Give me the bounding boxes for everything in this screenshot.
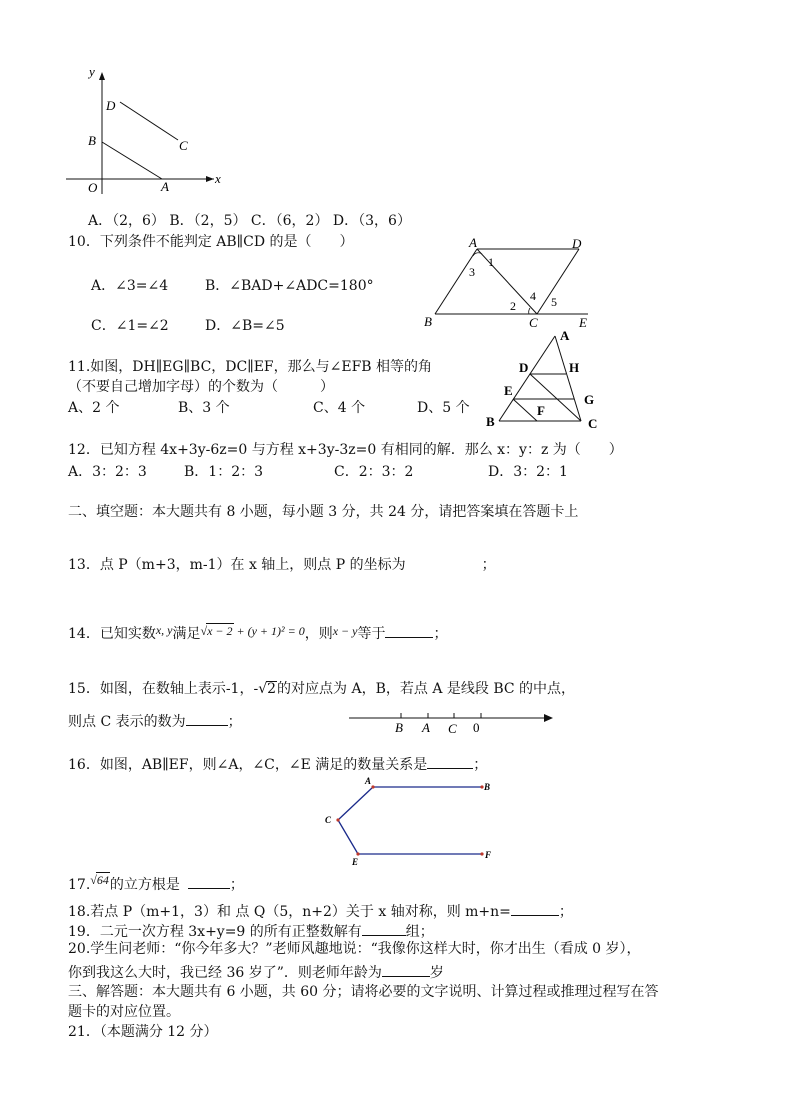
q15-label-zero: 0 — [473, 720, 480, 735]
q16-text: 16．如图，AB∥EF，则∠A，∠C，∠E 满足的数量关系是 — [68, 757, 428, 773]
q19-end: 组； — [405, 924, 434, 940]
q10-option-c: C．∠1=∠2 — [91, 318, 169, 334]
q13-text: 13．点 P（m+3，m-1）在 x 轴上，则点 P 的坐标为 — [68, 557, 406, 573]
q20-line1: 20.学生问老师：“你今年多大？”老师风趣地说：“我像你这样大时，你才出生（看成 0 岁）， — [68, 941, 641, 957]
q14-sqrt-body: x − 2 — [207, 624, 233, 638]
q18 — [68, 901, 573, 921]
q12-option-b: B．1：2：3 — [184, 464, 264, 480]
q13-end: ； — [481, 557, 496, 573]
q14-equation: √x − 2 + (y + 1)² = 0 — [200, 624, 305, 638]
q16-parallel-figure — [318, 775, 500, 867]
q10-angle-2: 2 — [510, 299, 516, 313]
q15-label-a: A — [422, 720, 430, 735]
q10-angle-5: 5 — [551, 295, 557, 309]
q18-text: 18.若点 P（m+1，3）和 点 Q（5，n+2）关于 x 轴对称，则 m+n= — [68, 904, 511, 920]
q10-angle-4: 4 — [530, 289, 536, 303]
q11-label-h: H — [569, 360, 580, 375]
q21-heading: 21．（本题满分 12 分） — [68, 1024, 218, 1040]
q16-label-f: F — [485, 850, 492, 860]
q11-label-g: G — [584, 392, 595, 407]
q10-option-d: D．∠B=∠5 — [205, 318, 285, 334]
q14-mid: 满足 — [172, 626, 201, 642]
q11-stem-line1: 11.如图，DH∥EG∥BC，DC∥EF，那么与∠EFB 相等的角 — [68, 359, 433, 375]
q10-option-a: A．∠3=∠4 — [91, 278, 169, 294]
q16-label-a: A — [365, 776, 372, 786]
q15-label-c: C — [448, 721, 457, 736]
q11-option-c: C、4 个 — [313, 400, 366, 416]
q11-label-c: C — [588, 416, 598, 431]
q15-label-b: B — [395, 720, 403, 735]
q10-label-a: A — [469, 235, 477, 250]
q17-sqrt: √64 — [90, 873, 109, 887]
q17-text: 的立方根是 — [109, 877, 180, 893]
q10-angle-3: 3 — [469, 265, 475, 279]
q9-point-c-label: C — [179, 138, 188, 153]
q9-point-d-label: D — [106, 98, 116, 113]
q16-label-e: E — [352, 857, 359, 867]
q14 — [68, 621, 447, 643]
q14-end: ； — [433, 626, 448, 642]
q16-end: ； — [473, 757, 488, 773]
q19-answer-blank — [362, 921, 406, 936]
q16-label-b: B — [484, 782, 491, 792]
q11-stem-line2: （不要自己增加字母）的个数为（ ） — [68, 379, 334, 395]
q20-line2 — [68, 962, 444, 982]
q17-pre: 17. — [68, 877, 91, 893]
q11-label-d: D — [519, 360, 529, 375]
q11-option-d: D、5 个 — [417, 400, 470, 416]
q13 — [68, 556, 496, 574]
q19 — [68, 921, 434, 941]
q15-end: ； — [227, 714, 242, 730]
q15-l1b: 的对应点为 A，B，若点 A 是线段 BC 的中点， — [277, 681, 576, 697]
q10-label-b: B — [424, 314, 432, 329]
q9-axis-y-label: y — [89, 64, 95, 79]
section2-heading: 二、填空题：本大题共有 8 小题，每小题 3 分，共 24 分，请把答案填在答题卡上 — [68, 504, 579, 520]
q15-sqrt: √2 — [258, 681, 277, 697]
q9-point-a-label: A — [161, 179, 169, 194]
q12-stem: 12．已知方程 4x+3y-6z=0 与方程 x+3y-3z=0 有相同的解．那么 x：y：z 为（ ） — [68, 442, 623, 458]
q17-sqrt-body: 64 — [96, 873, 109, 887]
q9-options: A．（2，6） B．（2，5） C．（6，2） D．（3，6） — [88, 213, 411, 229]
q17-end: ； — [229, 877, 244, 893]
q11-option-b: B、3 个 — [178, 400, 230, 416]
q20-l2: 你到我这么大时，我已经 36 岁了”．则老师年龄为 — [68, 965, 382, 981]
q15-number-line — [345, 708, 557, 740]
q12-option-d: D．3：2：1 — [488, 464, 568, 480]
q15-l2: 则点 C 表示的数为 — [68, 714, 186, 730]
q15-line1 — [68, 680, 575, 698]
q11-label-e: E — [504, 383, 513, 398]
q12-option-a: A．3：2：3 — [68, 464, 147, 480]
q14-pre: 14．已知实数 — [68, 626, 156, 642]
q18-answer-blank — [511, 901, 559, 916]
q12-option-c: C．2：3：2 — [334, 464, 414, 480]
q14-then: ，则 — [304, 626, 333, 642]
q14-vars: x, y — [155, 623, 173, 637]
q11-label-f: F — [537, 403, 545, 418]
q10-label-c: C — [529, 315, 538, 330]
q20-end: 岁 — [429, 965, 444, 981]
section3-line1: 三、解答题：本大题共有 6 小题，共 60 分；请将必要的文字说明、计算过程或推理过程写在答 — [68, 984, 659, 1000]
q10-angle-1: 1 — [488, 255, 494, 269]
q11-triangle-figure — [482, 326, 602, 434]
q16 — [68, 754, 487, 774]
q17 — [68, 871, 244, 894]
q15-answer-blank — [186, 711, 228, 726]
section3-line2: 题卡的对应位置。 — [68, 1004, 180, 1020]
q15-l1a: 15．如图，在数轴上表示-1，- — [68, 681, 259, 697]
q10-label-e: E — [579, 315, 587, 330]
q16-label-c: C — [325, 815, 332, 825]
q11-label-b: B — [486, 414, 495, 429]
q17-answer-blank — [188, 874, 230, 889]
q9-coordinate-figure — [60, 62, 230, 197]
q16-answer-blank — [427, 754, 473, 769]
q9-origin-label: O — [88, 180, 98, 195]
q10-stem: 10．下列条件不能判定 AB∥CD 的是（ ） — [68, 234, 354, 250]
q14-post: 等于 — [357, 626, 386, 642]
q9-axis-x-label: x — [215, 171, 221, 186]
q9-point-b-label: B — [88, 133, 96, 148]
q11-label-a: A — [560, 328, 570, 343]
q19-text: 19．二元一次方程 3x+y=9 的所有正整数解有 — [68, 924, 362, 940]
q10-option-b: B．∠BAD+∠ADC=180° — [205, 278, 374, 294]
q20-answer-blank — [382, 962, 430, 977]
q14-expr: x − y — [332, 624, 358, 638]
q11-option-a: A、2 个 — [68, 400, 120, 416]
q15-line2 — [68, 711, 242, 731]
q14-eq-rest: + (y + 1)² = 0 — [233, 624, 305, 638]
q18-end: ； — [558, 904, 573, 920]
q10-label-d: D — [572, 236, 582, 251]
q14-answer-blank — [385, 623, 433, 638]
q10-parallelogram-figure — [420, 236, 600, 332]
q15-sqrt-body: 2 — [267, 681, 277, 697]
